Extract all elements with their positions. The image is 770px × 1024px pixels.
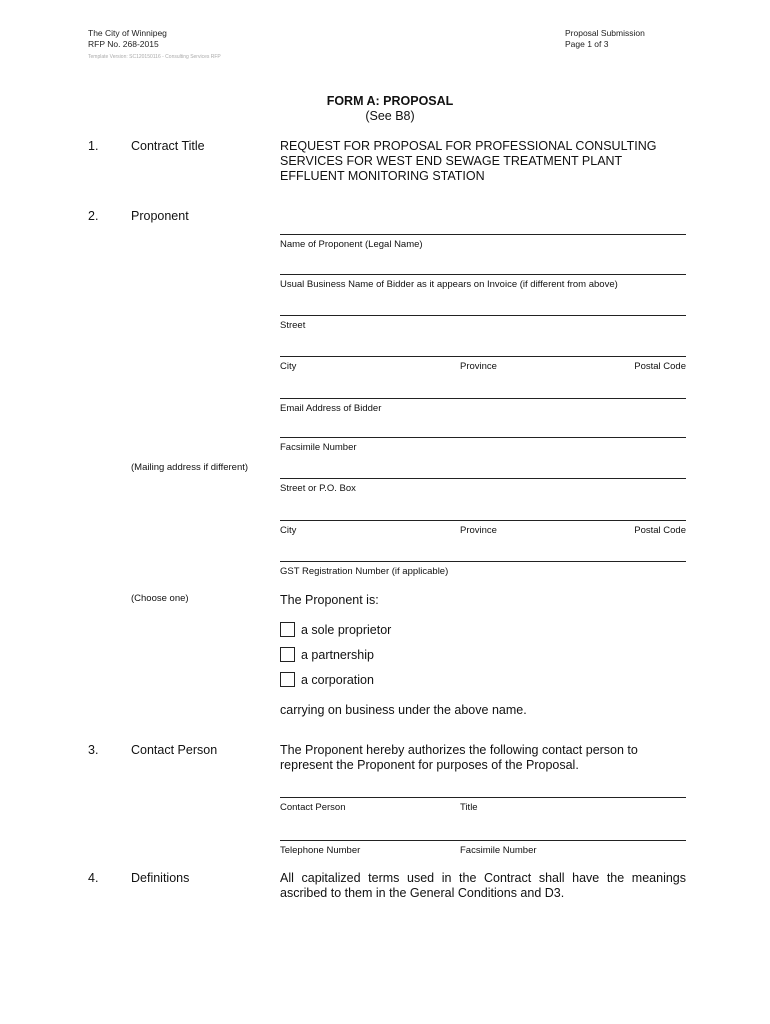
label-email: Email Address of Bidder bbox=[280, 403, 382, 414]
field-telephone-facsimile[interactable] bbox=[280, 840, 686, 857]
option-corporation: a corporation bbox=[301, 673, 374, 687]
section-3-label: Contact Person bbox=[131, 743, 218, 757]
mailing-address-note: (Mailing address if different) bbox=[131, 462, 249, 473]
section-1-number: 1. bbox=[88, 139, 99, 153]
header-rfp-number: RFP No. 268-2015 bbox=[88, 39, 159, 49]
field-business-name[interactable] bbox=[280, 274, 686, 291]
header-left bbox=[88, 28, 167, 50]
header-page-number: Page 1 of 3 bbox=[565, 39, 609, 49]
contract-title-text: REQUEST FOR PROPOSAL FOR PROFESSIONAL CONSULTING SERVICES FOR WEST END SEWAGE TREATMENT PLANT EFFLUENT MONITORING STATION bbox=[280, 139, 657, 183]
field-email[interactable] bbox=[280, 398, 686, 415]
field-proponent-name[interactable] bbox=[280, 234, 686, 251]
form-subtitle: (See B8) bbox=[365, 109, 415, 123]
label-telephone: Telephone Number bbox=[280, 845, 361, 856]
header-right bbox=[565, 28, 645, 50]
contact-person-text: The Proponent hereby authorizes the following contact person to represent the Proponent for purposes of the Proposal. bbox=[280, 743, 638, 772]
label-title: Title bbox=[460, 802, 478, 813]
label-proponent-name: Name of Proponent (Legal Name) bbox=[280, 239, 423, 250]
proponent-is-heading: The Proponent is: bbox=[280, 593, 379, 607]
label-gst: GST Registration Number (if applicable) bbox=[280, 566, 449, 577]
checkbox-partnership[interactable] bbox=[280, 647, 295, 662]
template-note: Template Version: SC120150116 - Consulting Services RFP bbox=[88, 54, 221, 60]
choose-one-note: (Choose one) bbox=[131, 593, 189, 604]
label-mailing-postal-code: Postal Code bbox=[634, 525, 686, 536]
label-facsimile: Facsimile Number bbox=[280, 442, 357, 453]
section-2-number: 2. bbox=[88, 209, 99, 223]
label-province: Province bbox=[460, 361, 497, 372]
label-street: Street bbox=[280, 320, 306, 331]
option-sole-proprietor: a sole proprietor bbox=[301, 623, 392, 637]
label-postal-code: Postal Code bbox=[634, 361, 686, 372]
section-1-label: Contract Title bbox=[131, 139, 205, 153]
section-3-number: 3. bbox=[88, 743, 99, 757]
label-contact-person: Contact Person bbox=[280, 802, 346, 813]
label-mailing-city: City bbox=[280, 525, 297, 536]
section-4-label: Definitions bbox=[131, 871, 190, 885]
field-mailing-city-province-postal[interactable] bbox=[280, 520, 686, 537]
carrying-on-business-text: carrying on business under the above name. bbox=[280, 703, 527, 717]
field-contact-person-title[interactable] bbox=[280, 797, 686, 814]
header-city: The City of Winnipeg bbox=[88, 28, 167, 38]
section-4-number: 4. bbox=[88, 871, 99, 885]
field-gst[interactable] bbox=[280, 561, 686, 578]
field-city-province-postal[interactable] bbox=[280, 356, 686, 373]
field-street-po-box[interactable] bbox=[280, 478, 686, 495]
checkbox-sole-proprietor[interactable] bbox=[280, 622, 295, 637]
definitions-text: All capitalized terms used in the Contract shall have the meanings ascribed to them in the General Conditions and D3. bbox=[280, 871, 686, 900]
form-title: FORM A: PROPOSAL bbox=[326, 94, 454, 108]
field-facsimile[interactable] bbox=[280, 437, 686, 454]
field-street[interactable] bbox=[280, 315, 686, 332]
label-street-po-box: Street or P.O. Box bbox=[280, 483, 356, 494]
label-contact-facsimile: Facsimile Number bbox=[460, 845, 537, 856]
label-city: City bbox=[280, 361, 297, 372]
header-doc-name: Proposal Submission bbox=[565, 28, 645, 38]
label-mailing-province: Province bbox=[460, 525, 497, 536]
checkbox-corporation[interactable] bbox=[280, 672, 295, 687]
section-2-label: Proponent bbox=[131, 209, 189, 223]
option-partnership: a partnership bbox=[301, 648, 374, 662]
label-business-name: Usual Business Name of Bidder as it appears on Invoice (if different from above) bbox=[280, 279, 618, 290]
